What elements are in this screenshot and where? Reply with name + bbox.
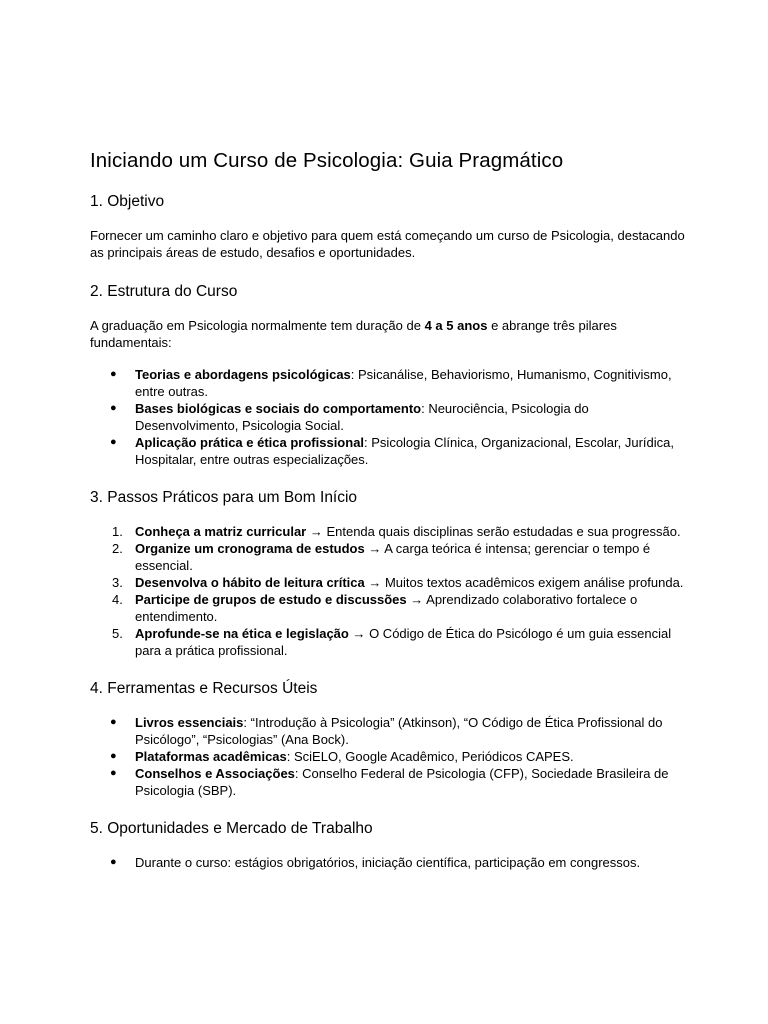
section-heading-ferramentas: 4. Ferramentas e Recursos Úteis: [90, 680, 318, 697]
list-item-number: 5.: [112, 626, 123, 641]
estrutura-intro-after: e abrange três pilares fundamentais:: [90, 318, 617, 350]
list-item-bold: Participe de grupos de estudo e discussões: [135, 592, 407, 607]
document-title: Iniciando um Curso de Psicologia: Guia Pragmático: [90, 149, 564, 172]
list-item-text: → O Código de Ética do Psicólogo é um guia essencial para a prática profissional.: [135, 626, 672, 658]
estrutura-intro-before: A graduação em Psicologia normalmente tem duração de: [90, 318, 425, 333]
section-heading-objetivo: 1. Objetivo: [90, 193, 165, 210]
list-item-bold: Aprofunde-se na ética e legislação: [135, 626, 349, 641]
ferramentas-list: [90, 714, 690, 799]
list-item: [90, 625, 690, 659]
list-item-number: 3.: [112, 575, 123, 590]
list-item: [90, 540, 690, 574]
document-page: [90, 148, 690, 871]
list-item-bold: Desenvolva o hábito de leitura crítica: [135, 575, 365, 590]
list-item-text: → Entenda quais disciplinas serão estudadas e sua progressão.: [306, 524, 681, 539]
list-item-bold: Teorias e abordagens psicológicas: [135, 367, 351, 382]
list-item: [90, 854, 690, 871]
list-item-text: : SciELO, Google Acadêmico, Periódicos CAPES.: [286, 749, 574, 764]
list-item-text: → Muitos textos acadêmicos exigem análise profunda.: [364, 575, 684, 590]
list-item-bold: Plataformas acadêmicas: [135, 749, 287, 764]
list-item: [90, 574, 690, 591]
list-item-text: Durante o curso: estágios obrigatórios, iniciação científica, participação em congressos.: [135, 855, 641, 870]
list-item-number: 1.: [112, 524, 123, 539]
list-item: [90, 400, 690, 434]
list-item-text: → Aprendizado colaborativo fortalece o entendimento.: [135, 592, 638, 624]
list-item-bold: Conheça a matriz curricular: [135, 524, 307, 539]
estrutura-intro-bold: 4 a 5 anos: [424, 318, 488, 333]
list-item: [90, 748, 690, 765]
objetivo-paragraph: Fornecer um caminho claro e objetivo para quem está começando um curso de Psicologia, destacando as principais áreas de estudo, desafios e oportunidades.: [90, 228, 685, 260]
oportunidades-list: [90, 854, 690, 871]
list-item: [90, 591, 690, 625]
list-item-bold: Bases biológicas e sociais do comportamento: [135, 401, 422, 416]
list-item-text: : Conselho Federal de Psicologia (CFP), Sociedade Brasileira de Psicologia (SBP).: [135, 766, 669, 798]
list-item-text: : Psicologia Clínica, Organizacional, Escolar, Jurídica, Hospitalar, entre outras especializações.: [135, 435, 675, 467]
list-item: [90, 765, 690, 799]
list-item: [90, 434, 690, 468]
list-item-number: 2.: [112, 541, 123, 556]
list-item-bold: Conselhos e Associações: [135, 766, 295, 781]
estrutura-intro: [90, 317, 690, 351]
estrutura-list: [90, 366, 690, 468]
list-item: [90, 714, 690, 748]
section-heading-oportunidades: 5. Oportunidades e Mercado de Trabalho: [90, 820, 373, 837]
list-item-number: 4.: [112, 592, 123, 607]
list-item-bold: Organize um cronograma de estudos: [135, 541, 365, 556]
list-item-text: : “Introdução à Psicologia” (Atkinson), “O Código de Ética Profissional do Psicólogo”, “Psicologias” (Ana Bock).: [135, 715, 663, 747]
list-item: [90, 366, 690, 400]
list-item-text: → A carga teórica é intensa; gerenciar o tempo é essencial.: [135, 541, 651, 573]
section-heading-passos: 3. Passos Práticos para um Bom Início: [90, 489, 358, 506]
list-item-text: : Neurociência, Psicologia do Desenvolvimento, Psicologia Social.: [135, 401, 589, 433]
section-heading-estrutura: 2. Estrutura do Curso: [90, 283, 238, 300]
passos-list: [90, 523, 690, 659]
list-item-bold: Livros essenciais: [135, 715, 244, 730]
list-item-text: : Psicanálise, Behaviorismo, Humanismo, Cognitivismo, entre outras.: [135, 367, 672, 399]
list-item-bold: Aplicação prática e ética profissional: [135, 435, 365, 450]
list-item: [90, 523, 690, 540]
